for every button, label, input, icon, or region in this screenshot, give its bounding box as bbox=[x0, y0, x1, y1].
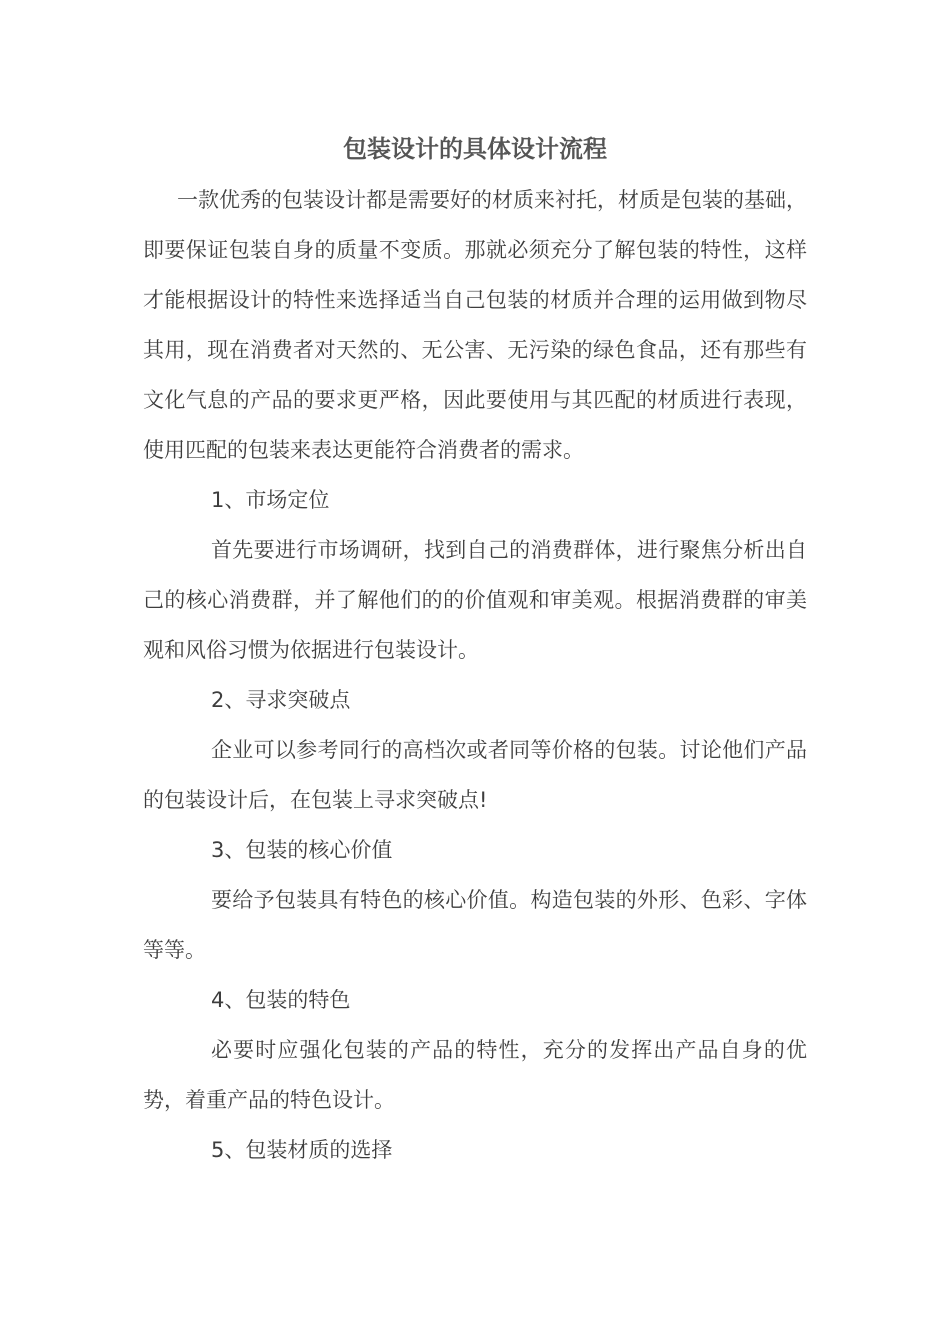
section-heading-material-choice: 5、包装材质的选择 bbox=[211, 1138, 393, 1162]
section-heading-breakthrough: 2、寻求突破点 bbox=[211, 688, 351, 712]
section-body-market-positioning: 首先要进行市场调研，找到自己的消费群体，进行聚焦分析出自己的核心消费群，并了解他们的的价值观和审美观。根据消费群的审美观和风俗习惯为依据进行包装设计。 bbox=[143, 538, 807, 662]
section-heading-market-positioning: 1、市场定位 bbox=[211, 488, 330, 512]
section-heading-core-value: 3、包装的核心价值 bbox=[211, 838, 393, 862]
intro-paragraph: 一款优秀的包装设计都是需要好的材质来衬托，材质是包装的基础，即要保证包装自身的质量不变质。那就必须充分了解包装的特性，这样才能根据设计的特性来选择适当自己包装的材质并合理的运用做到物尽其用，现在消费者对天然的、无公害、无污染的绿色食品，还有那些有文化气息的产品的要求更严格，因此要使用与其匹配的材质进行表现，使用匹配的包装来表达更能符合消费者的需求。 bbox=[143, 188, 807, 462]
section-heading-features: 4、包装的特色 bbox=[211, 988, 351, 1012]
section-body-features: 必要时应强化包装的产品的特性，充分的发挥出产品自身的优势，着重产品的特色设计。 bbox=[143, 1038, 807, 1112]
document-body bbox=[143, 175, 807, 1175]
document-title: 包装设计的具体设计流程 bbox=[343, 134, 607, 163]
section-body-breakthrough: 企业可以参考同行的高档次或者同等价格的包装。讨论他们产品的包装设计后，在包装上寻求突破点! bbox=[143, 738, 807, 812]
section-body-core-value: 要给予包装具有特色的核心价值。构造包装的外形、色彩、字体等等。 bbox=[143, 888, 807, 962]
